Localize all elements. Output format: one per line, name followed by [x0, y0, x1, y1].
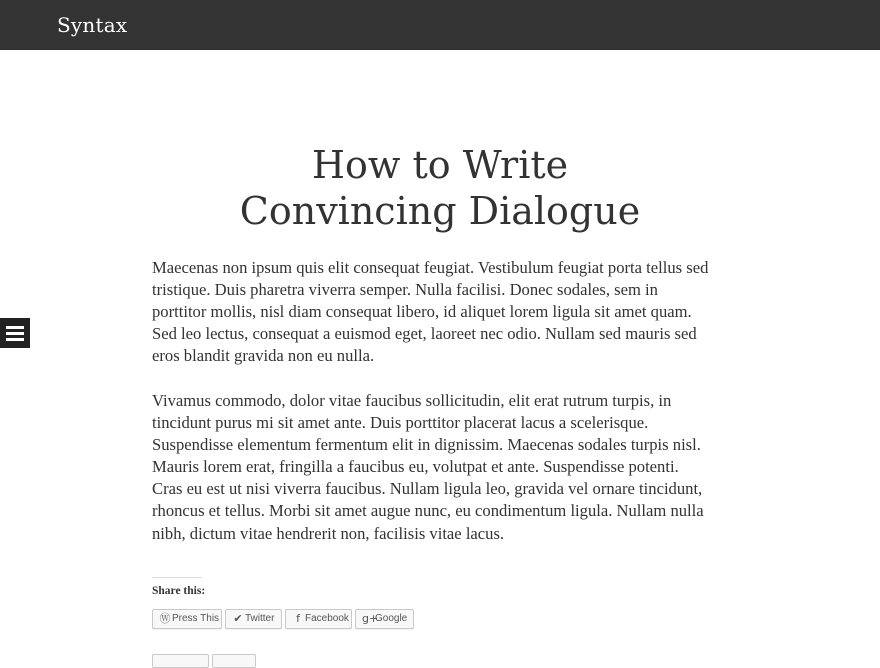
post-title-line: Convincing Dialogue	[239, 189, 641, 233]
text-line: Suspendisse elementum fermentum elit in dignissim. Maecenas sodales turpis nisl.	[152, 435, 701, 455]
facebook-label: Facebook	[305, 613, 349, 624]
post-paragraph-2	[152, 390, 742, 545]
text-line: eros blandit gravida non eu nulla.	[152, 346, 375, 366]
share-heading: Share this:	[152, 585, 206, 597]
partial-button[interactable]	[212, 654, 256, 668]
text-line: Mauris lorem erat, fringilla a faucibus eu, volutpat et ante. Suspendisse potenti.	[152, 457, 679, 477]
google-plus-share-button[interactable]	[355, 609, 414, 629]
share-divider	[152, 577, 202, 578]
google-label: Google	[375, 613, 408, 624]
post-title	[152, 142, 728, 234]
wordpress-icon: Ⓦ	[159, 612, 171, 625]
twitter-share-button[interactable]	[225, 609, 282, 629]
menu-line	[6, 332, 24, 335]
twitter-icon: ✔	[233, 612, 243, 625]
text-line: porttitor mollis, nisl diam consequat libero, id aliquet lorem ligula sit amet quam.	[152, 302, 692, 322]
text-line: Maecenas non ipsum quis elit consequat feugiat. Vestibulum feugiat porta tellus sed	[152, 258, 709, 277]
site-title[interactable]: Syntax	[57, 13, 128, 37]
facebook-share-button[interactable]	[285, 609, 352, 629]
press-this-button[interactable]	[152, 609, 222, 629]
top-bar	[0, 0, 880, 50]
hamburger-menu-icon[interactable]	[0, 318, 30, 348]
google-plus-icon: g+	[362, 612, 379, 625]
partial-button[interactable]	[152, 654, 209, 668]
text-line: rhoncus et tellus. Morbi sit amet augue nunc, eu condimentum ligula. Nullam nulla	[152, 501, 704, 521]
press-this-label: Press This	[172, 613, 220, 624]
text-line: tincidunt purus mi sit amet ante. Duis porttitor placerat lacus a scelerisque.	[152, 413, 649, 433]
text-line: Vivamus commodo, dolor vitae faucibus sollicitudin, elit erat rutrum turpis, in	[152, 391, 672, 410]
text-line: nibh, dictum vitae hendrerit non, facilisis vitae lacus.	[152, 523, 505, 543]
text-line: tristique. Duis pharetra viverra semper. Nulla facilisi. Donec sodales, sem in	[152, 280, 658, 300]
text-line: Cras eu est ut nisi viverra faucibus. Nullam ligula leo, gravida vel ornare tincidunt,	[152, 479, 703, 499]
post-paragraph-1	[152, 257, 742, 367]
post-title-line: How to Write	[311, 143, 569, 187]
facebook-icon: f	[296, 612, 300, 625]
text-line: Sed leo lectus, consequat a euismod eget, laoreet nec odio. Nullam sed mauris sed	[152, 324, 697, 344]
menu-line	[6, 338, 24, 341]
twitter-label: Twitter	[245, 613, 275, 624]
menu-line	[6, 326, 24, 329]
